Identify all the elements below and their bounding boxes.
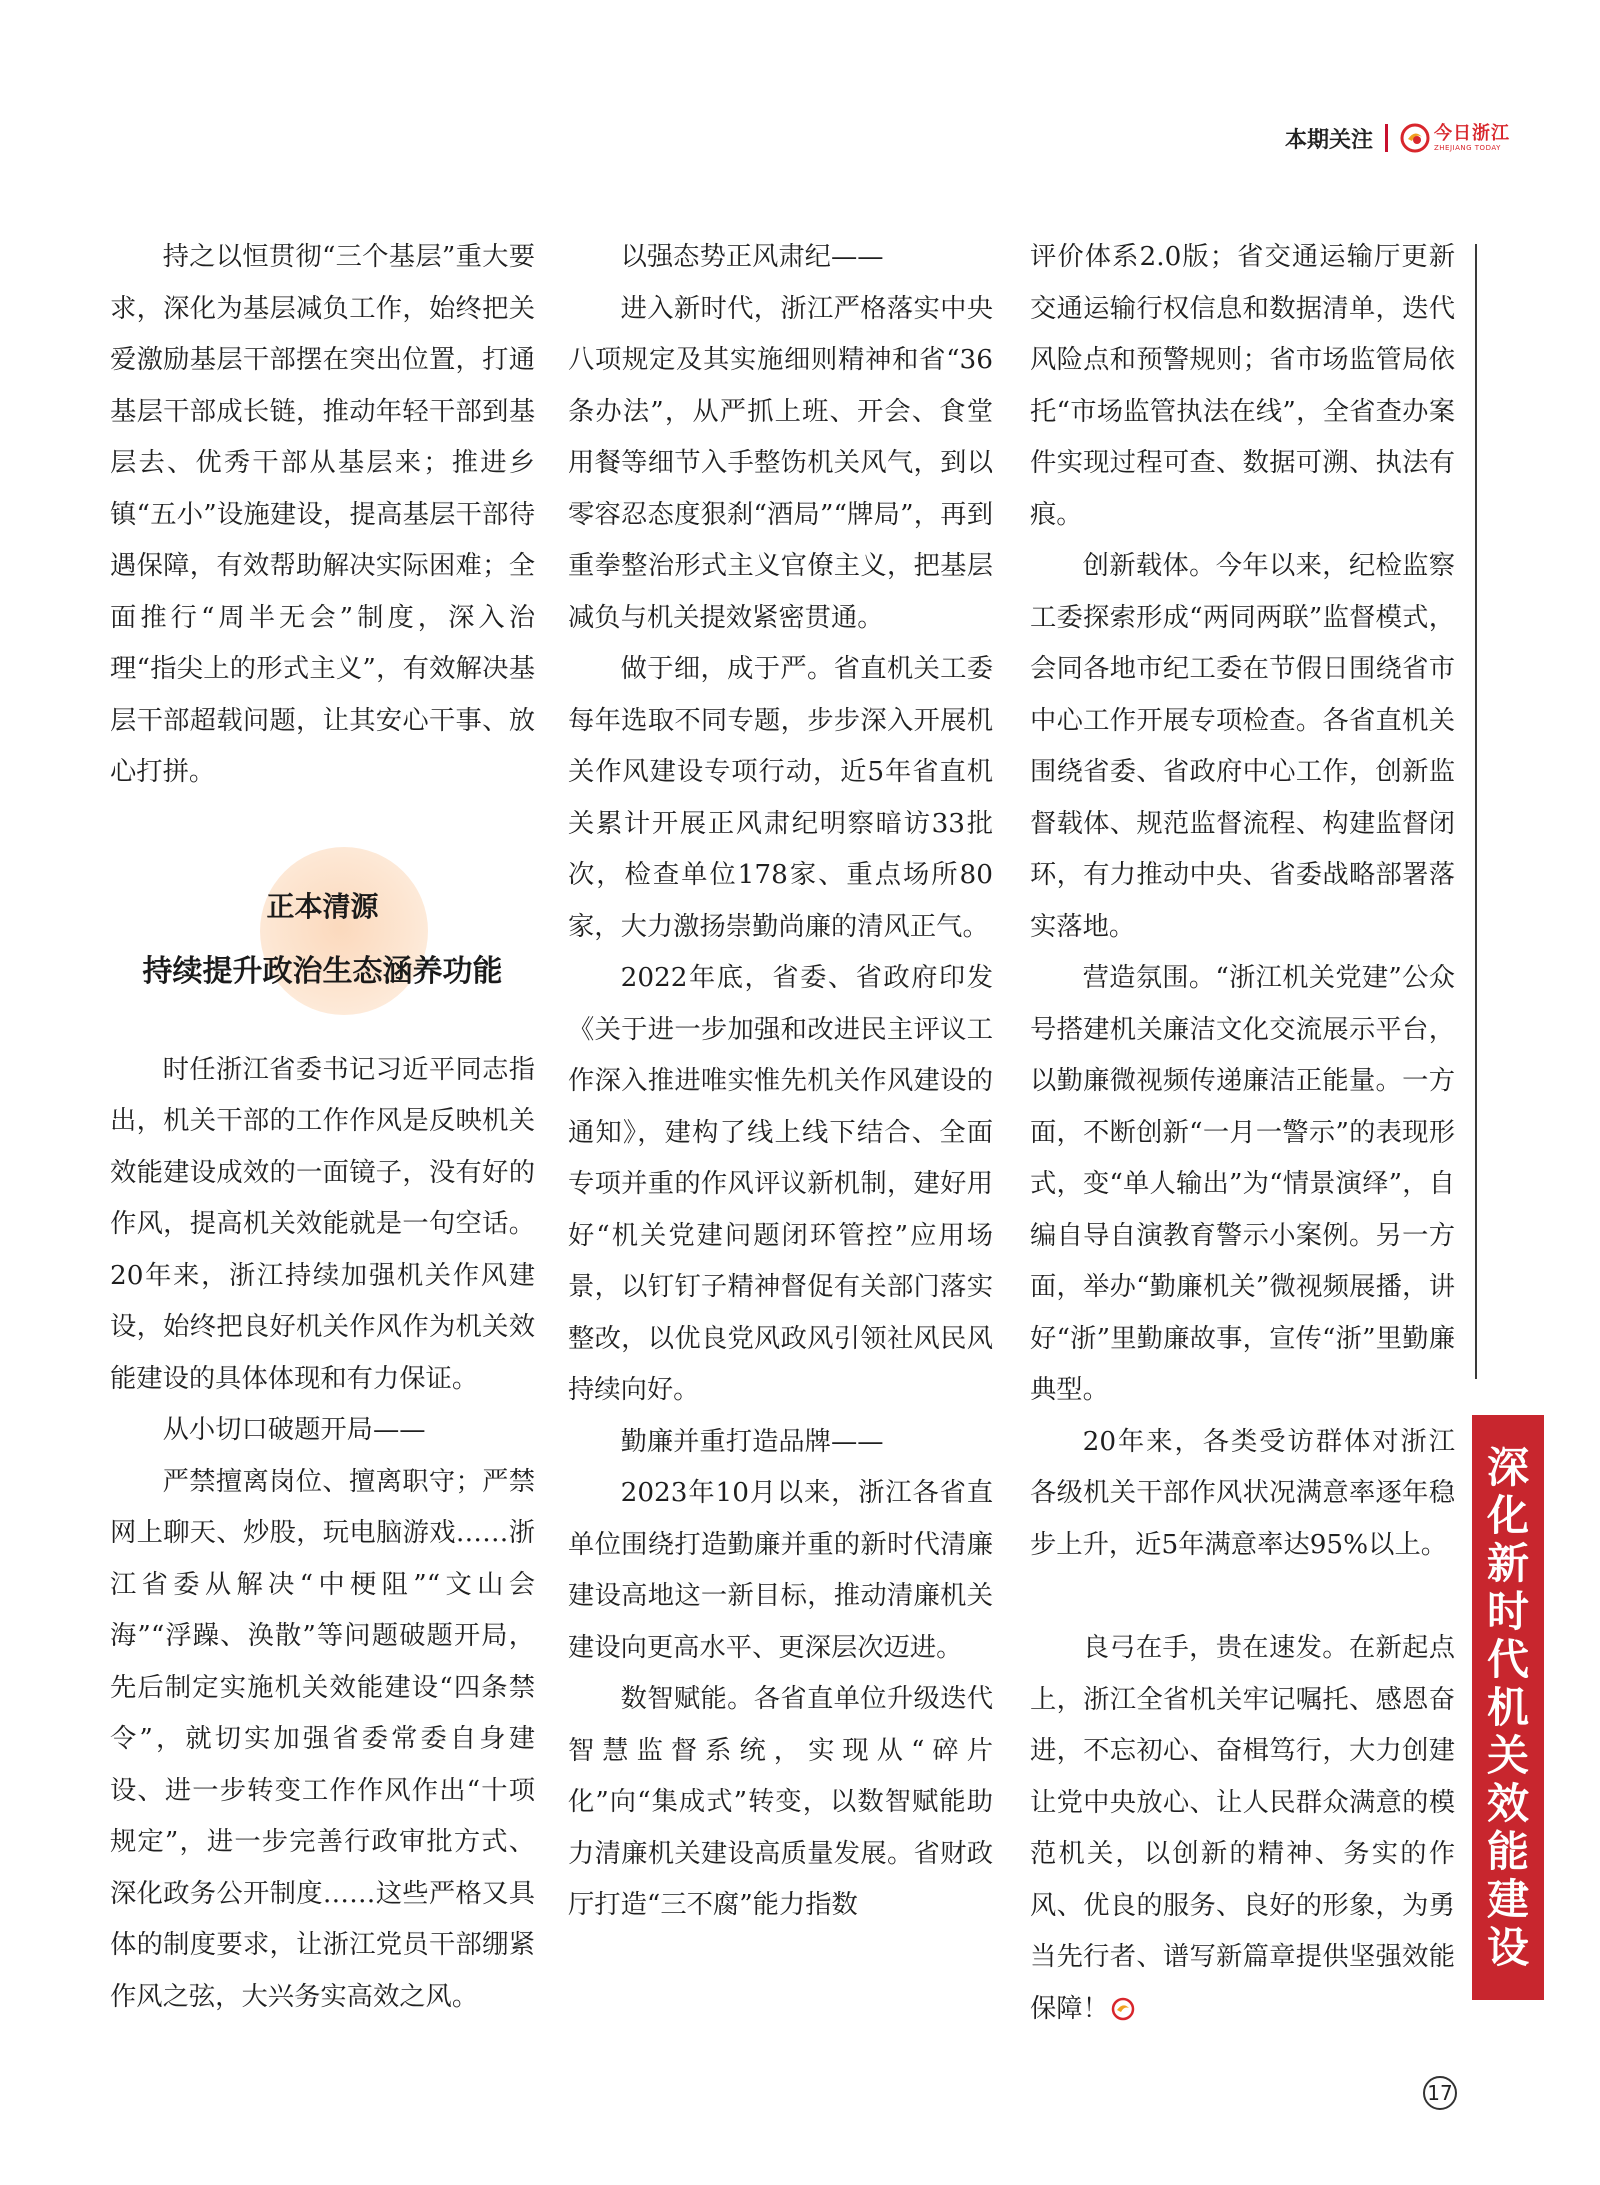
banner-char: 机 — [1486, 1682, 1529, 1732]
banner-char: 能 — [1486, 1826, 1529, 1876]
sun-swirl-logo-icon — [1400, 123, 1430, 153]
subheading-subtitle: 持续提升政治生态涵养功能 — [142, 954, 503, 989]
brand-name-en: ZHEJIANG TODAY — [1434, 143, 1501, 152]
article-column-3 — [1030, 232, 1455, 2035]
page-number: 17 — [1423, 2076, 1457, 2110]
paragraph: 数智赋能。各省直单位升级迭代智慧监督系统，实现从“碎片化”向“集成式”转变，以数智赋能助力清廉机关建设高质量发展。省财政厅打造“三不腐”能力指数 — [568, 1684, 993, 1920]
paragraph: 进入新时代，浙江严格落实中央八项规定及其实施细则精神和省“36条办法”，从严抓上班、开会、食堂用餐等细节入手整饬机关风气，到以零容忍态度狠刹“酒局”“牌局”，再到重拳整治形式主义官僚主义，把基层减负与机关提效紧密贯通。 — [568, 293, 993, 633]
paragraph: 严禁擅离岗位、擅离职守；严禁网上聊天、炒股，玩电脑游戏……浙江省委从解决“中梗阻”“文山会海”“浮躁、涣散”等问题破题开局，先后制定实施机关效能建设“四条禁令”，就切实加强省委常委自身建设、进一步转变工作作风作出“十项规定”，进一步完善行政审批方式、深化政务公开制度……这些严格又具体的制度要求，让浙江党员干部绷紧作风之弦，大兴务实高效之风。 — [110, 1466, 535, 2012]
header-divider — [1385, 124, 1388, 152]
paragraph: 勤廉并重打造品牌—— — [620, 1426, 884, 1457]
side-title-banner — [1472, 1415, 1544, 2000]
column-rule — [1475, 244, 1477, 1379]
closing-paragraph — [1030, 1623, 1455, 2035]
paragraph: 营造氛围。“浙江机关党建”公众号搭建机关廉洁文化交流展示平台，以勤廉微视频传递廉洁正能量。一方面，不断创新“一月一警示”的表现形式，变“单人输出”为“情景演绎”，自编自导自演教育警示小案例。另一方面，举办“勤廉机关”微视频展播，讲好“浙”里勤廉故事，宣传“浙”里勤廉典型。 — [1030, 963, 1455, 1405]
brand-name: 今日浙江 — [1434, 122, 1510, 144]
banner-char: 新 — [1486, 1538, 1529, 1588]
end-mark-icon — [1111, 1997, 1135, 2021]
article-column-2 — [568, 232, 993, 1932]
closing-text: 良弓在手，贵在速发。在新起点上，浙江全省机关牢记嘱托、感恩奋进，不忘初心、奋楫笃行，大力创建让党中央放心、让人民群众满意的模范机关，以创新的精神、务实的作风、优良的服务、良好的形象，为勇当先行者、谱写新篇章提供坚强效能保障！ — [1030, 1633, 1455, 2024]
banner-char: 代 — [1486, 1634, 1529, 1684]
paragraph: 做于细，成于严。省直机关工委每年选取不同专题，步步深入开展机关作风建设专项行动，近5年省直机关累计开展正风肃纪明察暗访33批次，检查单位178家、重点场所80家，大力激扬崇勤尚廉的清风正气。 — [568, 654, 993, 942]
subheading-title: 正本清源 — [266, 889, 379, 923]
paragraph: 创新载体。今年以来，纪检监察工委探索形成“两同两联”监督模式，会同各地市纪工委在节假日围绕省市中心工作开展专项检查。各省直机关围绕省委、省政府中心工作，创新监督载体、规范监督流程、构建监督闭环，有力推动中央、省委战略部署落实落地。 — [1030, 551, 1455, 942]
section-subheading — [110, 839, 535, 1025]
banner-char: 设 — [1486, 1922, 1529, 1972]
paragraph: 评价体系2.0版；省交通运输厅更新交通运输行权信息和数据清单，迭代风险点和预警规则；省市场监管局依托“市场监管执法在线”，全省查办案件实现过程可查、数据可溯、执法有痕。 — [1030, 242, 1455, 530]
banner-char: 效 — [1486, 1778, 1529, 1828]
banner-char: 深 — [1486, 1442, 1529, 1492]
paragraph: 时任浙江省委书记习近平同志指出，机关干部的工作作风是反映机关效能建设成效的一面镜子，没有好的作风，提高机关效能就是一句空话。20年来，浙江持续加强机关作风建设，始终把良好机关作风作为机关效能建设的具体体现和有力保证。 — [110, 1054, 535, 1394]
paragraph: 2022年底，省委、省政府印发《关于进一步加强和改进民主评议工作深入推进唯实惟先机关作风建设的通知》，建构了线上线下结合、全面专项并重的作风评议新机制，建好用好“机关党建问题闭环管控”应用场景，以钉钉子精神督促有关部门落实整改，以优良党风政风引领社风民风持续向好。 — [568, 963, 993, 1405]
banner-char: 化 — [1486, 1490, 1529, 1540]
page-header — [1285, 118, 1510, 158]
section-label: 本期关注 — [1284, 127, 1373, 153]
paragraph: 以强态势正风肃纪—— — [620, 242, 884, 272]
banner-char: 建 — [1486, 1874, 1529, 1924]
banner-char: 时 — [1486, 1586, 1529, 1636]
paragraph: 从小切口破题开局—— — [162, 1415, 426, 1445]
banner-char: 关 — [1486, 1730, 1529, 1780]
paragraph: 20年来，各类受访群体对浙江各级机关干部作风状况满意率逐年稳步上升，近5年满意率达95%以上。 — [1030, 1426, 1455, 1560]
brand-logo — [1400, 123, 1510, 153]
paragraph: 持之以恒贯彻“三个基层”重大要求，深化为基层减负工作，始终把关爱激励基层干部摆在突出位置，打通基层干部成长链，推动年轻干部到基层去、优秀干部从基层来；推进乡镇“五小”设施建设，提高基层干部待遇保障，有效帮助解决实际困难；全面推行“周半无会”制度，深入治理“指尖上的形式主义”，有效解决基层干部超载问题，让其安心干事、放心打拼。 — [110, 242, 535, 787]
paragraph-spacer — [1030, 1571, 1455, 1623]
article-column-1 — [110, 232, 535, 2023]
paragraph: 2023年10月以来，浙江各省直单位围绕打造勤廉并重的新时代清廉建设高地这一新目标，推动清廉机关建设向更高水平、更深层次迈进。 — [568, 1478, 993, 1663]
